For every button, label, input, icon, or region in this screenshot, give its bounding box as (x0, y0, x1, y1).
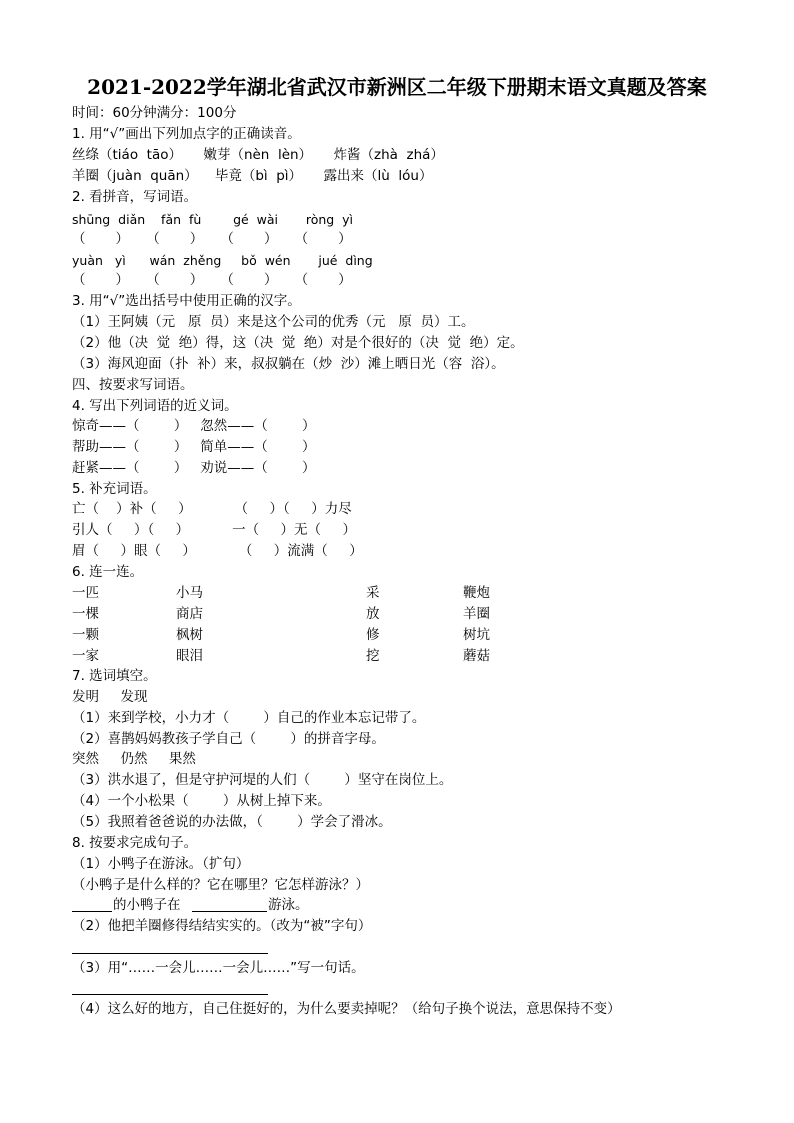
q8-fill-end: 游泳。 (268, 897, 309, 913)
q5-heading: 5. 补充词语。 (72, 481, 157, 497)
q6-col1-item: 一匹 (72, 585, 99, 601)
q6-col1-item: 一棵 (72, 606, 99, 622)
q6-col2-item: 枫树 (176, 627, 203, 643)
q6-col1-item: 一家 (72, 648, 99, 664)
q6-col3-item: 挖 (366, 648, 380, 664)
q5-row: 亡（ ）补（ ） （ ）（ ）力尽 (72, 501, 352, 517)
q6-col2-item: 小马 (176, 585, 203, 601)
answer-line (192, 911, 267, 912)
q1-row2: 羊圈（juàn quān） 毕竟（bì pì） 露出来（lù lóu） (72, 168, 433, 184)
q6-heading: 6. 连一连。 (72, 564, 144, 580)
q3-item: （2）他（决 觉 绝）得，这（决 觉 绝）对是个很好的（决 觉 绝）定。 (72, 335, 524, 351)
q4-row: 赶紧——（ ） 劝说——（ ） (72, 460, 316, 476)
q3-heading: 3. 用“√”选出括号中使用正确的汉字。 (72, 293, 301, 309)
q2-blank-row2: （ ） （ ） （ ） （ ） (72, 272, 352, 288)
q7-item: （2）喜鹊妈妈教孩子学自己（ ）的拼音字母。 (72, 731, 385, 747)
answer-line (72, 953, 268, 954)
q7-heading: 7. 选词填空。 (72, 668, 157, 684)
q2-pinyin-row2: yuàn yì wán zhěng bǒ wén jué dìng (72, 253, 373, 268)
q7-word-choices: 突然 仍然 果然 (72, 751, 196, 767)
q2-heading: 2. 看拼音，写词语。 (72, 189, 198, 205)
q3-item: （3）海风迎面（扑 补）来，叔叔躺在（炒 沙）滩上晒日光（容 浴）。 (72, 356, 505, 372)
q6-col4-item: 羊圈 (463, 606, 490, 622)
q6-col4-item: 蘑菇 (463, 648, 490, 664)
q4-row: 惊奇——（ ） 忽然——（ ） (72, 418, 316, 434)
q6-col3-item: 放 (366, 606, 380, 622)
q5-row: 引人（ ）（ ） 一（ ）无（ ） (72, 522, 356, 538)
q7-word-choices: 发明 发现 (72, 689, 148, 705)
q8-sentence: （1）小鸭子在游泳。（扩句） (72, 856, 250, 872)
page-title: 2021-2022学年湖北省武汉市新洲区二年级下册期末语文真题及答案 (87, 75, 707, 99)
q4-row: 帮助——（ ） 简单——（ ） (72, 439, 316, 455)
q7-item: （3）洪水退了，但是守护河堤的人们（ ）坚守在岗位上。 (72, 772, 453, 788)
q7-item: （4）一个小松果（ ）从树上掉下来。 (72, 793, 331, 809)
q6-col4-item: 树坑 (463, 627, 490, 643)
q1-row1: 丝绦（tiáo tāo） 嫩芽（nèn lèn） 炸酱（zhà zhá） (72, 147, 444, 163)
q6-col2-item: 商店 (176, 606, 203, 622)
q2-blank-row1: （ ） （ ） （ ） （ ） (72, 231, 352, 247)
q1-heading: 1. 用“√”画出下列加点字的正确读音。 (72, 126, 301, 142)
q8-hint: （小鸭子是什么样的？它在哪里？它怎样游泳？） (72, 877, 369, 893)
q8-sentence: （4）这么好的地方，自己住挺好的，为什么要卖掉呢？（给句子换个说法，意思保持不变） (72, 1001, 621, 1017)
q8-sentence: （2）他把羊圈修得结结实实的。（改为“被”字句） (72, 918, 372, 934)
q5-row: 眉（ ）眼（ ） （ ）流满（ ） (72, 543, 363, 559)
q6-col2-item: 眼泪 (176, 648, 203, 664)
q7-item: （1）来到学校，小力才（ ）自己的作业本忘记带了。 (72, 710, 426, 726)
q7-item: （5）我照着爸爸说的办法做，（ ）学会了滑冰。 (72, 814, 392, 830)
answer-line (72, 994, 268, 995)
q8-fill-mid: 的小鸭子在 (113, 897, 181, 913)
q3-item: （1）王阿姨（元 原 员）来是这个公司的优秀（元 原 员）工。 (72, 314, 475, 330)
answer-line (72, 911, 112, 912)
q6-col3-item: 修 (366, 627, 380, 643)
q4-heading: 4. 写出下列词语的近义词。 (72, 398, 238, 414)
q6-col3-item: 采 (366, 585, 380, 601)
q2-pinyin-row1: shūng diǎn fǎn fù gé wài ròng yì (72, 212, 354, 227)
q6-col4-item: 鞭炮 (463, 585, 490, 601)
q8-heading: 8. 按要求完成句子。 (72, 835, 198, 851)
q8-sentence: （3）用“……一会儿……一会儿……”写一句话。 (72, 960, 365, 976)
exam-meta: 时间：60分钟满分：100分 (72, 105, 237, 121)
section-heading: 四、按要求写词语。 (72, 377, 194, 393)
q6-col1-item: 一颗 (72, 627, 99, 643)
